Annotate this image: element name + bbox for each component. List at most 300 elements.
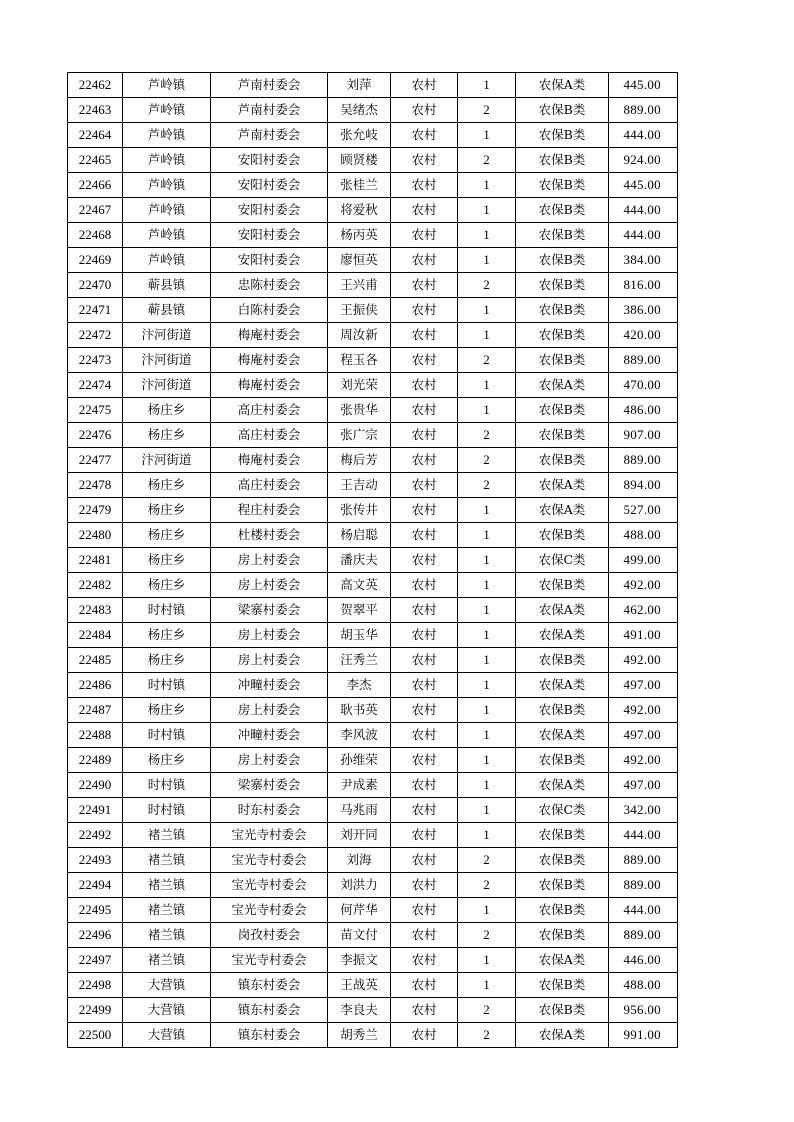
household-count-cell: 1 (458, 798, 516, 823)
residence-type-cell: 农村 (391, 198, 458, 223)
insurance-category-cell: 农保B类 (516, 323, 609, 348)
insurance-category-cell: 农保B类 (516, 648, 609, 673)
household-count-cell: 1 (458, 223, 516, 248)
village-committee-cell: 安阳村委会 (211, 198, 328, 223)
person-name-cell: 耿书英 (328, 698, 391, 723)
village-committee-cell: 冲疃村委会 (211, 723, 328, 748)
amount-cell: 816.00 (609, 273, 678, 298)
household-count-cell: 1 (458, 948, 516, 973)
township-cell: 蕲县镇 (123, 298, 211, 323)
table-row (68, 248, 678, 273)
table-row (68, 223, 678, 248)
village-committee-cell: 高庄村委会 (211, 423, 328, 448)
record-number-cell: 22486 (68, 673, 123, 698)
record-number-cell: 22496 (68, 923, 123, 948)
household-count-cell: 1 (458, 773, 516, 798)
amount-cell: 486.00 (609, 398, 678, 423)
person-name-cell: 王兴甫 (328, 273, 391, 298)
person-name-cell: 王战英 (328, 973, 391, 998)
record-number-cell: 22471 (68, 298, 123, 323)
table-row (68, 648, 678, 673)
village-committee-cell: 宝光寺村委会 (211, 898, 328, 923)
amount-cell: 445.00 (609, 73, 678, 98)
amount-cell: 924.00 (609, 148, 678, 173)
table-row (68, 673, 678, 698)
table-row (68, 798, 678, 823)
township-cell: 大营镇 (123, 973, 211, 998)
record-number-cell: 22476 (68, 423, 123, 448)
household-count-cell: 2 (458, 873, 516, 898)
amount-cell: 956.00 (609, 998, 678, 1023)
township-cell: 褚兰镇 (123, 823, 211, 848)
household-count-cell: 1 (458, 648, 516, 673)
amount-cell: 492.00 (609, 698, 678, 723)
residence-type-cell: 农村 (391, 748, 458, 773)
person-name-cell: 李风波 (328, 723, 391, 748)
insurance-category-cell: 农保A类 (516, 723, 609, 748)
insurance-category-cell: 农保B类 (516, 173, 609, 198)
residence-type-cell: 农村 (391, 398, 458, 423)
person-name-cell: 张传井 (328, 498, 391, 523)
amount-cell: 491.00 (609, 623, 678, 648)
amount-cell: 445.00 (609, 173, 678, 198)
residence-type-cell: 农村 (391, 698, 458, 723)
residence-type-cell: 农村 (391, 723, 458, 748)
amount-cell: 444.00 (609, 898, 678, 923)
residence-type-cell: 农村 (391, 173, 458, 198)
household-count-cell: 2 (458, 473, 516, 498)
township-cell: 时村镇 (123, 673, 211, 698)
household-count-cell: 1 (458, 198, 516, 223)
village-committee-cell: 梅庵村委会 (211, 373, 328, 398)
person-name-cell: 周汝新 (328, 323, 391, 348)
insurance-category-cell: 农保B类 (516, 348, 609, 373)
record-number-cell: 22473 (68, 348, 123, 373)
table-row (68, 923, 678, 948)
person-name-cell: 李良夫 (328, 998, 391, 1023)
amount-cell: 499.00 (609, 548, 678, 573)
village-committee-cell: 镇东村委会 (211, 1023, 328, 1048)
table-row (68, 423, 678, 448)
insurance-category-cell: 农保B类 (516, 398, 609, 423)
record-number-cell: 22497 (68, 948, 123, 973)
insurance-category-cell: 农保A类 (516, 373, 609, 398)
village-committee-cell: 安阳村委会 (211, 148, 328, 173)
insurance-category-cell: 农保A类 (516, 948, 609, 973)
person-name-cell: 廖恒英 (328, 248, 391, 273)
residence-type-cell: 农村 (391, 673, 458, 698)
insurance-category-cell: 农保B类 (516, 223, 609, 248)
household-count-cell: 2 (458, 423, 516, 448)
amount-cell: 889.00 (609, 98, 678, 123)
person-name-cell: 王振侠 (328, 298, 391, 323)
household-count-cell: 1 (458, 548, 516, 573)
table-row (68, 873, 678, 898)
table-row (68, 198, 678, 223)
person-name-cell: 刘萍 (328, 73, 391, 98)
person-name-cell: 贺翠平 (328, 598, 391, 623)
table-row (68, 948, 678, 973)
residence-type-cell: 农村 (391, 998, 458, 1023)
table-row (68, 848, 678, 873)
record-number-cell: 22481 (68, 548, 123, 573)
table-row (68, 398, 678, 423)
person-name-cell: 张广宗 (328, 423, 391, 448)
township-cell: 时村镇 (123, 798, 211, 823)
person-name-cell: 张桂兰 (328, 173, 391, 198)
insurance-category-cell: 农保A类 (516, 598, 609, 623)
village-committee-cell: 房上村委会 (211, 698, 328, 723)
amount-cell: 488.00 (609, 523, 678, 548)
amount-cell: 907.00 (609, 423, 678, 448)
village-committee-cell: 高庄村委会 (211, 398, 328, 423)
village-committee-cell: 梅庵村委会 (211, 448, 328, 473)
township-cell: 汴河街道 (123, 348, 211, 373)
village-committee-cell: 梅庵村委会 (211, 323, 328, 348)
record-number-cell: 22478 (68, 473, 123, 498)
person-name-cell: 高文英 (328, 573, 391, 598)
residence-type-cell: 农村 (391, 598, 458, 623)
residence-type-cell: 农村 (391, 298, 458, 323)
village-committee-cell: 梅庵村委会 (211, 348, 328, 373)
record-number-cell: 22490 (68, 773, 123, 798)
amount-cell: 894.00 (609, 473, 678, 498)
table-row (68, 1023, 678, 1048)
record-number-cell: 22475 (68, 398, 123, 423)
household-count-cell: 1 (458, 398, 516, 423)
insurance-category-cell: 农保B类 (516, 448, 609, 473)
table-row (68, 273, 678, 298)
person-name-cell: 刘开同 (328, 823, 391, 848)
household-count-cell: 1 (458, 323, 516, 348)
roster-table (67, 72, 678, 1048)
village-committee-cell: 梁寨村委会 (211, 598, 328, 623)
township-cell: 杨庄乡 (123, 698, 211, 723)
township-cell: 杨庄乡 (123, 498, 211, 523)
table-row (68, 323, 678, 348)
village-committee-cell: 忠陈村委会 (211, 273, 328, 298)
amount-cell: 488.00 (609, 973, 678, 998)
residence-type-cell: 农村 (391, 573, 458, 598)
insurance-category-cell: 农保B类 (516, 273, 609, 298)
amount-cell: 497.00 (609, 773, 678, 798)
record-number-cell: 22469 (68, 248, 123, 273)
insurance-category-cell: 农保A类 (516, 473, 609, 498)
table-row (68, 173, 678, 198)
table-row (68, 973, 678, 998)
township-cell: 褚兰镇 (123, 923, 211, 948)
amount-cell: 497.00 (609, 673, 678, 698)
amount-cell: 462.00 (609, 598, 678, 623)
village-committee-cell: 房上村委会 (211, 623, 328, 648)
township-cell: 杨庄乡 (123, 748, 211, 773)
village-committee-cell: 冲疃村委会 (211, 673, 328, 698)
insurance-category-cell: 农保B类 (516, 973, 609, 998)
township-cell: 褚兰镇 (123, 873, 211, 898)
insurance-category-cell: 农保A类 (516, 498, 609, 523)
record-number-cell: 22464 (68, 123, 123, 148)
village-committee-cell: 宝光寺村委会 (211, 848, 328, 873)
amount-cell: 492.00 (609, 648, 678, 673)
household-count-cell: 2 (458, 148, 516, 173)
table-row (68, 448, 678, 473)
household-count-cell: 1 (458, 123, 516, 148)
household-count-cell: 2 (458, 848, 516, 873)
village-committee-cell: 安阳村委会 (211, 248, 328, 273)
insurance-category-cell: 农保B类 (516, 198, 609, 223)
table-row (68, 373, 678, 398)
residence-type-cell: 农村 (391, 73, 458, 98)
residence-type-cell: 农村 (391, 773, 458, 798)
person-name-cell: 张贵华 (328, 398, 391, 423)
village-committee-cell: 房上村委会 (211, 748, 328, 773)
insurance-category-cell: 农保B类 (516, 748, 609, 773)
household-count-cell: 1 (458, 623, 516, 648)
record-number-cell: 22489 (68, 748, 123, 773)
insurance-category-cell: 农保A类 (516, 1023, 609, 1048)
township-cell: 芦岭镇 (123, 248, 211, 273)
township-cell: 杨庄乡 (123, 398, 211, 423)
village-committee-cell: 宝光寺村委会 (211, 948, 328, 973)
residence-type-cell: 农村 (391, 498, 458, 523)
township-cell: 芦岭镇 (123, 123, 211, 148)
amount-cell: 444.00 (609, 123, 678, 148)
insurance-category-cell: 农保B类 (516, 698, 609, 723)
person-name-cell: 张允岐 (328, 123, 391, 148)
township-cell: 芦岭镇 (123, 148, 211, 173)
person-name-cell: 胡玉华 (328, 623, 391, 648)
village-committee-cell: 宝光寺村委会 (211, 873, 328, 898)
insurance-category-cell: 农保B类 (516, 823, 609, 848)
township-cell: 芦岭镇 (123, 198, 211, 223)
person-name-cell: 吴绪杰 (328, 98, 391, 123)
table-row (68, 98, 678, 123)
record-number-cell: 22488 (68, 723, 123, 748)
record-number-cell: 22500 (68, 1023, 123, 1048)
amount-cell: 492.00 (609, 573, 678, 598)
insurance-category-cell: 农保C类 (516, 548, 609, 573)
residence-type-cell: 农村 (391, 348, 458, 373)
amount-cell: 342.00 (609, 798, 678, 823)
table-row (68, 73, 678, 98)
amount-cell: 527.00 (609, 498, 678, 523)
record-number-cell: 22493 (68, 848, 123, 873)
record-number-cell: 22487 (68, 698, 123, 723)
residence-type-cell: 农村 (391, 973, 458, 998)
insurance-category-cell: 农保B类 (516, 573, 609, 598)
household-count-cell: 1 (458, 248, 516, 273)
insurance-category-cell: 农保B类 (516, 898, 609, 923)
township-cell: 杨庄乡 (123, 648, 211, 673)
residence-type-cell: 农村 (391, 323, 458, 348)
person-name-cell: 尹成素 (328, 773, 391, 798)
record-number-cell: 22474 (68, 373, 123, 398)
household-count-cell: 2 (458, 348, 516, 373)
township-cell: 褚兰镇 (123, 948, 211, 973)
amount-cell: 492.00 (609, 748, 678, 773)
residence-type-cell: 农村 (391, 798, 458, 823)
table-row (68, 298, 678, 323)
township-cell: 褚兰镇 (123, 898, 211, 923)
insurance-category-cell: 农保B类 (516, 148, 609, 173)
insurance-category-cell: 农保B类 (516, 523, 609, 548)
insurance-category-cell: 农保C类 (516, 798, 609, 823)
residence-type-cell: 农村 (391, 898, 458, 923)
township-cell: 杨庄乡 (123, 573, 211, 598)
residence-type-cell: 农村 (391, 448, 458, 473)
person-name-cell: 孙维荣 (328, 748, 391, 773)
amount-cell: 446.00 (609, 948, 678, 973)
table-row (68, 348, 678, 373)
person-name-cell: 苗文付 (328, 923, 391, 948)
record-number-cell: 22472 (68, 323, 123, 348)
residence-type-cell: 农村 (391, 148, 458, 173)
person-name-cell: 李杰 (328, 673, 391, 698)
village-committee-cell: 房上村委会 (211, 573, 328, 598)
residence-type-cell: 农村 (391, 948, 458, 973)
table-row (68, 698, 678, 723)
table-row (68, 498, 678, 523)
record-number-cell: 22477 (68, 448, 123, 473)
record-number-cell: 22495 (68, 898, 123, 923)
record-number-cell: 22480 (68, 523, 123, 548)
township-cell: 杨庄乡 (123, 523, 211, 548)
household-count-cell: 1 (458, 898, 516, 923)
table-row (68, 598, 678, 623)
record-number-cell: 22483 (68, 598, 123, 623)
table-row (68, 473, 678, 498)
insurance-category-cell: 农保B类 (516, 873, 609, 898)
township-cell: 汴河街道 (123, 323, 211, 348)
township-cell: 杨庄乡 (123, 623, 211, 648)
roster-body (68, 73, 678, 1048)
amount-cell: 889.00 (609, 848, 678, 873)
insurance-category-cell: 农保A类 (516, 623, 609, 648)
amount-cell: 497.00 (609, 723, 678, 748)
township-cell: 时村镇 (123, 598, 211, 623)
amount-cell: 384.00 (609, 248, 678, 273)
amount-cell: 420.00 (609, 323, 678, 348)
table-row (68, 123, 678, 148)
person-name-cell: 程玉各 (328, 348, 391, 373)
household-count-cell: 1 (458, 748, 516, 773)
village-committee-cell: 安阳村委会 (211, 173, 328, 198)
household-count-cell: 1 (458, 298, 516, 323)
insurance-category-cell: 农保A类 (516, 673, 609, 698)
insurance-category-cell: 农保B类 (516, 123, 609, 148)
township-cell: 杨庄乡 (123, 548, 211, 573)
village-committee-cell: 杜楼村委会 (211, 523, 328, 548)
record-number-cell: 22465 (68, 148, 123, 173)
township-cell: 大营镇 (123, 998, 211, 1023)
residence-type-cell: 农村 (391, 473, 458, 498)
table-row (68, 548, 678, 573)
person-name-cell: 刘洪力 (328, 873, 391, 898)
table-row (68, 748, 678, 773)
township-cell: 大营镇 (123, 1023, 211, 1048)
village-committee-cell: 安阳村委会 (211, 223, 328, 248)
household-count-cell: 1 (458, 973, 516, 998)
residence-type-cell: 农村 (391, 523, 458, 548)
household-count-cell: 1 (458, 173, 516, 198)
household-count-cell: 1 (458, 598, 516, 623)
village-committee-cell: 梁寨村委会 (211, 773, 328, 798)
village-committee-cell: 岗孜村委会 (211, 923, 328, 948)
insurance-category-cell: 农保B类 (516, 298, 609, 323)
residence-type-cell: 农村 (391, 248, 458, 273)
table-row (68, 773, 678, 798)
village-committee-cell: 高庄村委会 (211, 473, 328, 498)
residence-type-cell: 农村 (391, 873, 458, 898)
township-cell: 时村镇 (123, 723, 211, 748)
residence-type-cell: 农村 (391, 923, 458, 948)
table-row (68, 148, 678, 173)
household-count-cell: 1 (458, 698, 516, 723)
village-committee-cell: 程庄村委会 (211, 498, 328, 523)
household-count-cell: 1 (458, 673, 516, 698)
table-row (68, 573, 678, 598)
household-count-cell: 1 (458, 823, 516, 848)
village-committee-cell: 镇东村委会 (211, 998, 328, 1023)
village-committee-cell: 房上村委会 (211, 648, 328, 673)
record-number-cell: 22463 (68, 98, 123, 123)
record-number-cell: 22498 (68, 973, 123, 998)
person-name-cell: 王吉动 (328, 473, 391, 498)
insurance-category-cell: 农保B类 (516, 248, 609, 273)
amount-cell: 444.00 (609, 823, 678, 848)
residence-type-cell: 农村 (391, 648, 458, 673)
person-name-cell: 刘光荣 (328, 373, 391, 398)
residence-type-cell: 农村 (391, 848, 458, 873)
person-name-cell: 汪秀兰 (328, 648, 391, 673)
insurance-category-cell: 农保B类 (516, 923, 609, 948)
amount-cell: 889.00 (609, 448, 678, 473)
household-count-cell: 1 (458, 498, 516, 523)
household-count-cell: 1 (458, 523, 516, 548)
person-name-cell: 马兆雨 (328, 798, 391, 823)
village-committee-cell: 宝光寺村委会 (211, 823, 328, 848)
township-cell: 汴河街道 (123, 373, 211, 398)
insurance-category-cell: 农保B类 (516, 998, 609, 1023)
amount-cell: 470.00 (609, 373, 678, 398)
residence-type-cell: 农村 (391, 373, 458, 398)
insurance-category-cell: 农保A类 (516, 73, 609, 98)
record-number-cell: 22494 (68, 873, 123, 898)
residence-type-cell: 农村 (391, 273, 458, 298)
insurance-category-cell: 农保B类 (516, 848, 609, 873)
amount-cell: 444.00 (609, 223, 678, 248)
table-row (68, 898, 678, 923)
record-number-cell: 22491 (68, 798, 123, 823)
person-name-cell: 潘庆夫 (328, 548, 391, 573)
township-cell: 时村镇 (123, 773, 211, 798)
township-cell: 杨庄乡 (123, 473, 211, 498)
residence-type-cell: 农村 (391, 823, 458, 848)
record-number-cell: 22470 (68, 273, 123, 298)
village-committee-cell: 镇东村委会 (211, 973, 328, 998)
record-number-cell: 22479 (68, 498, 123, 523)
person-name-cell: 李振文 (328, 948, 391, 973)
person-name-cell: 何芹华 (328, 898, 391, 923)
insurance-category-cell: 农保B类 (516, 423, 609, 448)
village-committee-cell: 时东村委会 (211, 798, 328, 823)
household-count-cell: 1 (458, 723, 516, 748)
table-row (68, 523, 678, 548)
township-cell: 汴河街道 (123, 448, 211, 473)
amount-cell: 889.00 (609, 873, 678, 898)
residence-type-cell: 农村 (391, 123, 458, 148)
amount-cell: 889.00 (609, 923, 678, 948)
